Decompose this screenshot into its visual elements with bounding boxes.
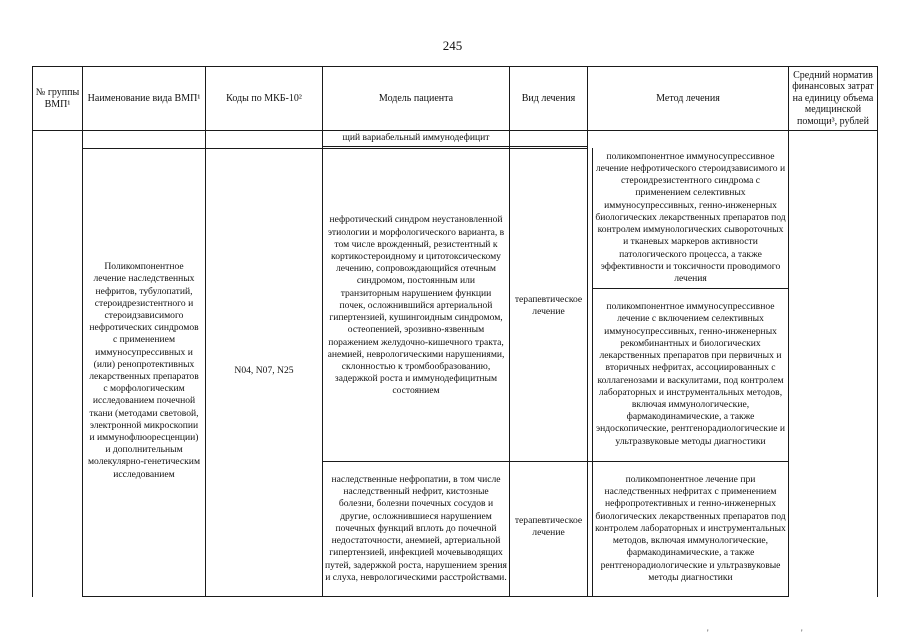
vmp-table xyxy=(32,66,878,597)
header-avg-cost: Средний норматив финансовых затрат на единицу объема медицинской помощи³, рублей xyxy=(792,69,874,127)
continued-patient-model: щий вариабельный иммунодефицит xyxy=(342,132,490,144)
header-group-no: № группы ВМП¹ xyxy=(35,87,80,110)
footer-mark-right: ' xyxy=(801,628,803,638)
col-border-2 xyxy=(205,66,206,597)
patient-model-row1: нефротический синдром неустановленной этиологии и морфологического варианта, в том числе врожденный, резистентный к кортикостероидному и цитотоксическому лечению, сопровождающийся отечным синдромом, постоянным или транзиторным нарушением функции почек, осложнившийся артериальной гипертензией, кушингоидным синдромом, остеопенией, эрозивно-язвенным поражением желудочно-кишечного тракта, анемией, неврологическими нарушениями, склонностью к тромбообразованию, задержкой роста и иммунодефицитным состоянием xyxy=(327,214,505,397)
group-top-rule xyxy=(82,148,587,149)
continued-row-bottom-rule xyxy=(322,146,587,147)
header-treatment-method: Метод лечения xyxy=(656,92,720,104)
page-number: 245 xyxy=(442,38,463,53)
method-row1-a: поликомпонентное иммуносупрессивное лечение нефротического стероидзависимого и стероидрезистентного синдрома с применением селективных иммуносупрессивных, генно-инженерных биологических лекарственных препаратов под контролем иммунологических сывороточных и тканевых маркеров активности патологического процесса, а также эффективности и токсичности проводимого лечения xyxy=(595,150,786,284)
col-border-5 xyxy=(587,66,588,597)
method-row1-b: поликомпонентное иммуносупрессивное лечение с включением селективных иммуносупрессивных, генно-инженерных рекомбинантных и биологических лекарственных препаратов при первичных и вторичных нефритах, ассоциированных с коллагенозами и васкулитами, под контролем лабораторных и инструментальных методов, включая иммунологические, фармакодинамические, а также эндоскопические, рентгенорадиологические и ультразвуковые методы диагностики xyxy=(595,301,786,447)
table-border-bottom xyxy=(82,596,788,597)
method-row2: поликомпонентное лечение при наследственных нефритах с применением нефропротективных и генно-инженерных биологических лекарственных препаратов под контролем лабораторных и инструментальных методов, включая иммунологические, фармакодинамические, а также рентгенорадиологические и ультразвуковые методы диагностики xyxy=(595,474,786,583)
treatment-type-row2: терапевтическое лечение xyxy=(514,514,583,538)
icd-codes-cell: N04, N07, N25 xyxy=(234,364,294,376)
header-vmp-name: Наименование вида ВМП¹ xyxy=(87,92,201,104)
col-border-6 xyxy=(788,66,789,597)
patient-model-row2: наследственные нефропатии, в том числе наследственный нефрит, кистозные болезни, болезни почечных сосудов и другие, осложнившиеся нарушением почечных функций вплоть до почечной недостаточности, анемией, артериальной гипертензией, инфекцией мочевыводящих путей, задержкой роста, нарушением зрения и слуха, неврологическими расстройствами. xyxy=(325,474,507,583)
col-border-right xyxy=(877,66,878,597)
col-border-left xyxy=(32,66,33,597)
header-icd-codes: Коды по МКБ-10² xyxy=(226,92,302,104)
header-treatment-type: Вид лечения xyxy=(521,92,576,104)
header-patient-model: Модель пациента xyxy=(378,92,454,104)
vmp-name-cell: Поликомпонентное лечение наследственных нефритов, тубулопатий, стероидрезистентного и стероидзависимого нефротических синдромов с применением иммуносупрессивных и (или) ренопротективных лекарственных препаратов с морфологическим исследованием почечной ткани (методами световой, электронной микроскопии и иммунофлюоресценции) и дополнительным молекулярно-генетическим исследованием xyxy=(87,261,201,480)
footer-mark-left: ' xyxy=(707,628,709,638)
treatment-type-row1: терапевтическое лечение xyxy=(514,293,583,317)
